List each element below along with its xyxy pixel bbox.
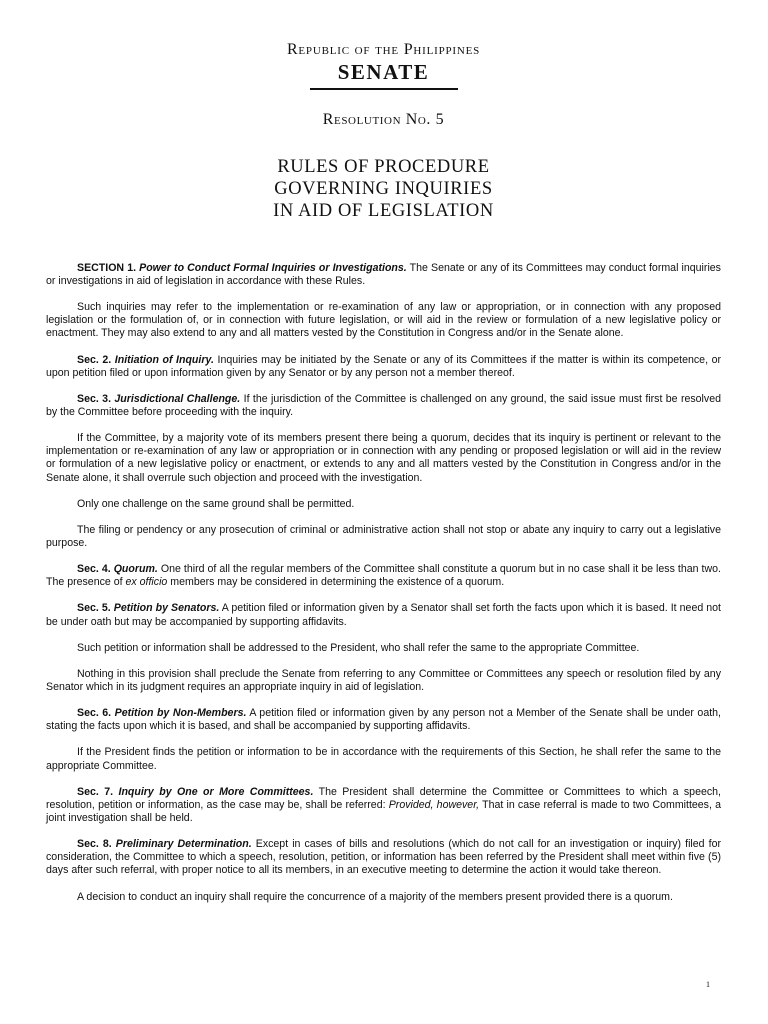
section-6-text: A petition filed or information given by any person not a Member of the Senate shall be under oath, stating the facts upon which it is based, and shall be accompanied by supporting affidavits.	[46, 707, 721, 733]
section-6-title: Petition by Non-Members.	[114, 707, 247, 720]
section-3-label: Sec. 3.	[77, 392, 112, 405]
section-1-text: The Senate or any of its Committees may conduct formal inquiries or investigations in aid of legislation in accordance with these Rules.	[46, 262, 721, 288]
section-6-paragraph-2: If the President finds the petition or information to be in accordance with the requirements of this Section, he shall refer the same to the appropriate Committee.	[46, 746, 721, 772]
section-8-paragraph-2: A decision to conduct an inquiry shall require the concurrence of a majority of the members present provided there is a quorum.	[77, 890, 673, 903]
section-3-title: Jurisdictional Challenge.	[114, 392, 241, 405]
section-4-title: Quorum.	[113, 563, 158, 576]
section-7-italic: Provided, however,	[388, 798, 480, 811]
title-line-2: GOVERNING INQUIRIES	[274, 179, 493, 199]
section-7-text-b: That in case referral is made to two Committees, a joint investigation shall be held.	[46, 798, 721, 824]
section-7-paragraph	[46, 786, 721, 825]
senate-heading: SENATE	[337, 60, 430, 84]
republic-heading: Republic of the Philippines	[286, 41, 481, 58]
section-1-title: Power to Conduct Formal Inquiries or Investigations.	[139, 262, 407, 274]
section-4-text-b: members may be considered in determining the existence of a quorum.	[170, 576, 505, 589]
section-2-title: Initiation of Inquiry.	[114, 353, 214, 366]
document-header	[46, 40, 721, 222]
page-number: 1	[706, 980, 710, 989]
section-2-text: Inquiries may be initiated by the Senate or any of its Committees if the matter is within its competence, or upon petition filed or upon information given by any Senator or by any person not a member thereof.	[46, 353, 721, 379]
section-2-paragraph	[46, 354, 721, 380]
section-4-label: Sec. 4.	[77, 563, 111, 576]
document-title	[46, 156, 721, 222]
section-7-label: Sec. 7.	[77, 785, 114, 798]
section-1-label: SECTION 1.	[77, 262, 137, 274]
section-3-text: If the jurisdiction of the Committee is challenged on any ground, the said issue must first be resolved by the Committee before proceeding with the inquiry.	[46, 392, 721, 419]
section-5-paragraph-3: Nothing in this provision shall preclude the Senate from referring to any Committee or Committees any speech or resolution filed by any Senator which in its judgment requires an appropriate inquiry in aid of legislation.	[46, 667, 721, 693]
section-1-paragraph-2: Such inquiries may refer to the implementation or re-examination of any law or appropriation, or in connection with any proposed legislation or the formulation of, or in connection with future legislation, or will aid in the review or formulation of a new legislative policy or enactment. They may also extend to any and all matters vested by the Constitution in Congress and/or in the Senate alone.	[46, 301, 721, 340]
resolution-number: Resolution No. 5	[322, 111, 445, 128]
section-8-text: Except in cases of bills and resolutions (which do not call for an investigation or inquiry) filed for consideration, the Committee to which a speech, resolution, petition, or information has been referred by the President shall meet within five (5) days after such referral, with proper notice to all its members, in an executive meeting to determine the action it would take thereon.	[46, 838, 721, 877]
section-7-text-a: The President shall determine the Committee or Committees to which a speech, resolution, petition or information, as the case may be, shall be referred:	[46, 785, 721, 811]
section-3-paragraph	[46, 393, 721, 419]
section-6-label: Sec. 6.	[77, 707, 112, 720]
section-4-text-a: One third of all the regular members of the Committee shall constitute a quorum but in no case shall it be less than two. The presence of	[46, 563, 721, 589]
section-6-paragraph	[46, 707, 721, 733]
section-3-paragraph-4: The filing or pendency or any prosecution of criminal or administrative action shall not stop or abate any inquiry to carry out a legislative purpose.	[46, 523, 721, 549]
section-2-label: Sec. 2.	[77, 353, 112, 366]
section-8-label: Sec. 8.	[77, 838, 112, 851]
section-5-paragraph-2: Such petition or information shall be addressed to the President, who shall refer the same to the appropriate Committee.	[77, 641, 640, 654]
section-5-paragraph	[46, 602, 721, 628]
section-1-paragraph	[46, 262, 721, 288]
title-line-1: RULES OF PROCEDURE	[277, 157, 490, 177]
header-divider	[310, 88, 458, 90]
section-7-title: Inquiry by One or More Committees.	[118, 785, 314, 798]
section-5-text: A petition filed or information given by a Senator shall set forth the facts upon which it is based. It need not be under oath but may be accompanied by supporting affidavits.	[46, 602, 722, 628]
section-5-label: Sec. 5.	[77, 602, 111, 615]
section-4-paragraph	[46, 563, 721, 589]
section-8-paragraph	[46, 838, 721, 877]
document-body	[46, 262, 721, 904]
section-5-title: Petition by Senators.	[113, 602, 220, 615]
section-4-italic: ex officio	[125, 576, 168, 589]
section-3-paragraph-2: If the Committee, by a majority vote of its members present there being a quorum, decides that its inquiry is pertinent or relevant to the implementation or re-examination of any law or appropriation or in connection with any pending or proposed legislation or will aid in the review or formulation of a new legislative policy or enactment, or extends to any and all matters vested by the Constitution in Congress and/or in the Senate alone, it shall overrule such objection and proceed with the investigation.	[46, 432, 721, 484]
section-8-title: Preliminary Determination.	[115, 838, 252, 851]
title-line-3: IN AID OF LEGISLATION	[273, 201, 494, 221]
section-3-paragraph-3: Only one challenge on the same ground shall be permitted.	[77, 497, 355, 510]
